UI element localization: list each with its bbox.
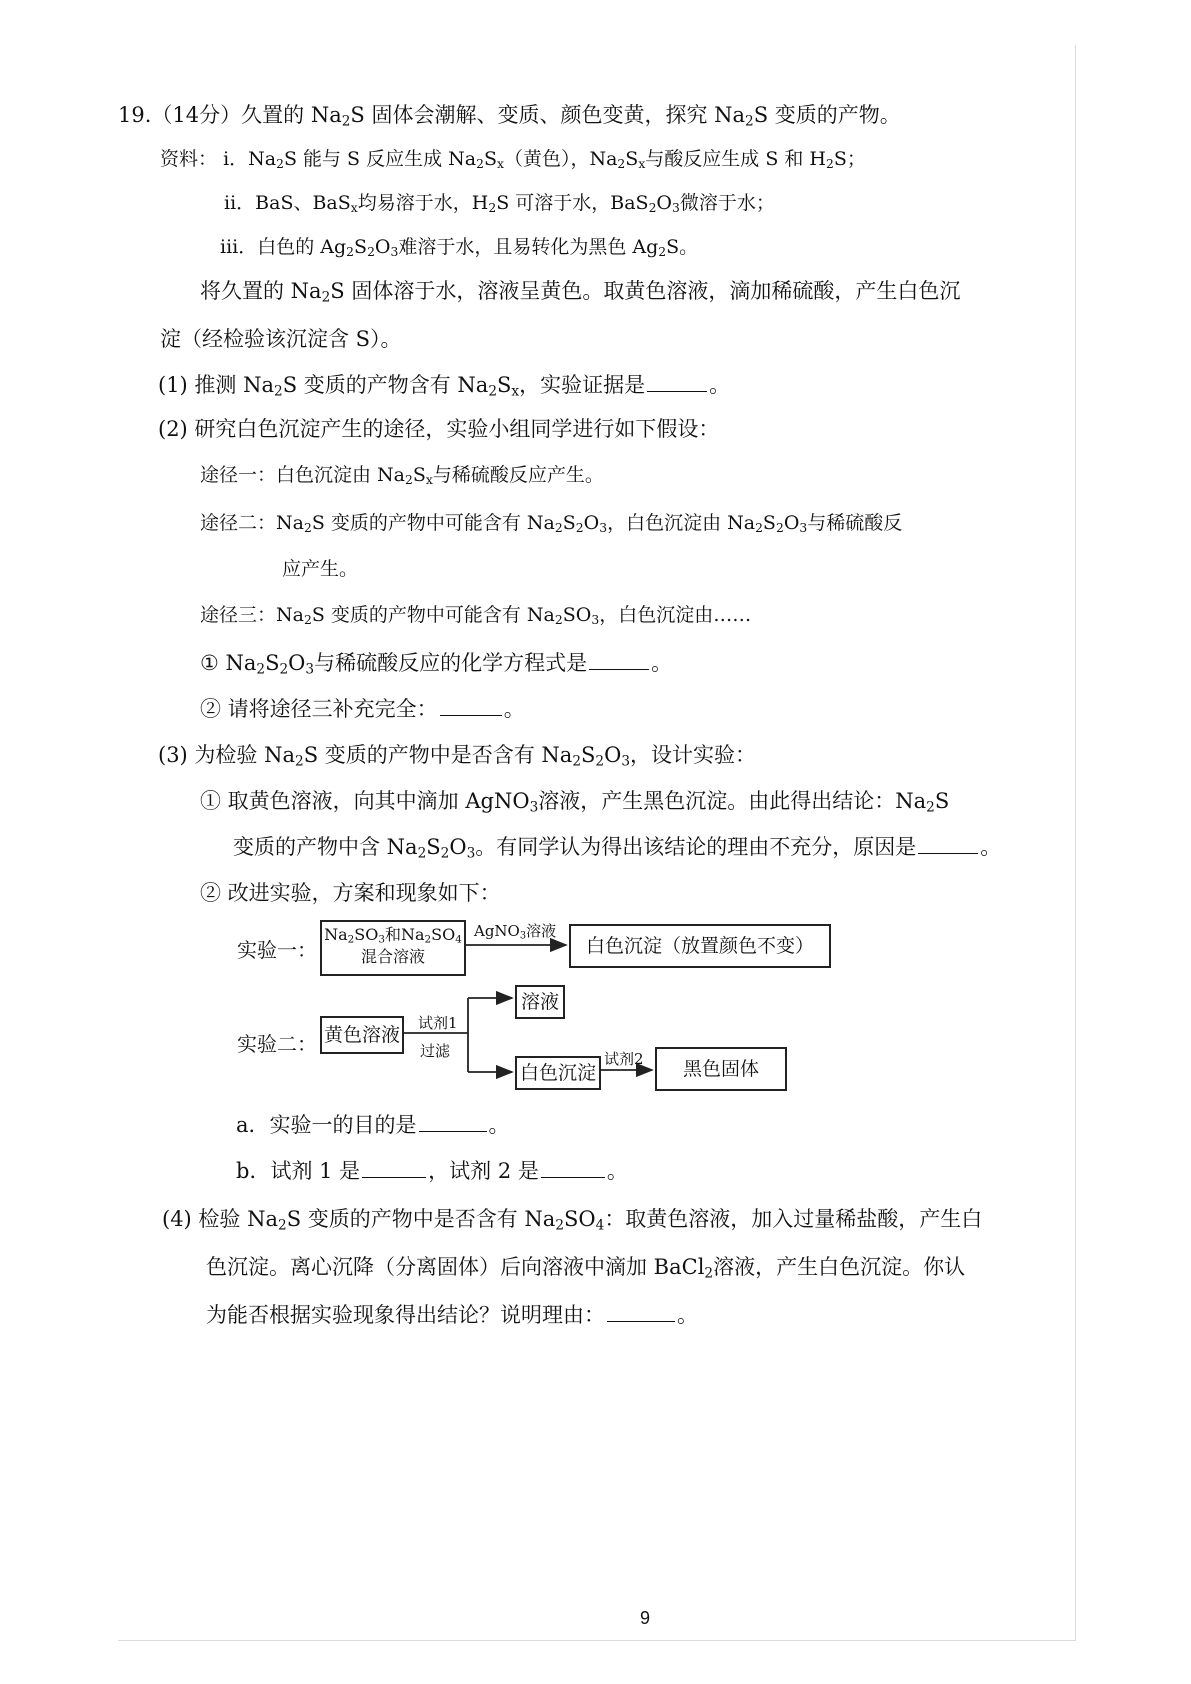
exp2-solution-box: 溶液 xyxy=(515,985,565,1019)
sub-question-4-line-2: 色沉淀。离心沉降（分离固体）后向溶液中滴加 BaCl$_2$溶液，产生白色沉淀。你认 xyxy=(206,1255,966,1282)
intro-line-1: 将久置的 $Na_2S$ 固体溶于水，溶液呈黄色。取黄色溶液，滴加稀硫酸，产生白色沉 xyxy=(200,279,961,306)
answer-blank-3-a[interactable] xyxy=(419,1111,487,1132)
answer-blank-3-b-2[interactable] xyxy=(541,1157,605,1178)
sub-question-3-a: a．实验一的目的是 。 xyxy=(236,1113,510,1137)
sub-question-3-1-line-1: ① 取黄色溶液，向其中滴加 AgNO$_3$溶液，产生黑色沉淀。由此得出结论：$Na_2S$ xyxy=(200,789,950,816)
material-i: 资料： ⅰ．$Na_2S$ 能与 S 反应生成 $Na_2S_x$（黄色），$Na_2S_x$与酸反应生成 S 和 $H_2S$； xyxy=(160,148,866,172)
exp1-result-box: 白色沉淀（放置颜色不变） xyxy=(569,924,831,968)
sub-question-3-2: ② 改进实验，方案和现象如下： xyxy=(200,881,501,905)
answer-blank-4[interactable] xyxy=(607,1301,675,1322)
path-2: 途径二：$Na_2S$ 变质的产物中可能含有 $Na_2S_2O_3$，白色沉淀由 $Na_2S_2O_3$与稀硫酸反 xyxy=(200,512,903,536)
exp2-white-precipitate-box: 白色沉淀 xyxy=(515,1056,601,1090)
exp1-reagent-label: AgNO$_3$溶液 xyxy=(474,922,557,942)
sub-question-4-line-1: (4) 检验 $Na_2S$ 变质的产物中是否含有 $Na_2SO_4$：取黄色溶液，加入过量稀盐酸，产生白 xyxy=(162,1207,983,1234)
sub-question-2-2: ② 请将途径三补充完全： 。 xyxy=(200,697,525,721)
intro-line-2: 淀（经检验该沉淀含 S）。 xyxy=(160,327,402,351)
material-iii: ⅲ．白色的 $Ag_2S_2O_3$难溶于水，且易转化为黑色 $Ag_2S$。 xyxy=(220,236,699,260)
exp2-black-solid-box: 黑色固体 xyxy=(655,1047,787,1091)
material-ii: ⅱ．BaS、BaS$_x$均易溶于水，$H_2S$ 可溶于水，$BaS_2O_3$微溶于水； xyxy=(224,192,775,216)
path-3: 途径三：$Na_2S$ 变质的产物中可能含有 $Na_2SO_3$，白色沉淀由…… xyxy=(200,604,752,628)
question-number: 19. xyxy=(118,103,152,127)
sub-question-1: (1) 推测 $Na_2S$ 变质的产物含有 $Na_2S_x$，实验证据是 。 xyxy=(158,373,731,400)
exp2-label: 实验二： xyxy=(237,1032,317,1056)
path-2-continued: 应产生。 xyxy=(282,558,359,580)
page-number: 9 xyxy=(640,1608,651,1628)
exp1-label: 实验一： xyxy=(237,938,317,962)
exp1-mixture-box: $Na_2SO_3$和$Na_2SO_4$ 混合溶液 xyxy=(320,920,466,976)
materials-label: 资料： xyxy=(160,148,218,170)
sub-question-2-1: ① $Na_2S_2O_3$与稀硫酸反应的化学方程式是 。 xyxy=(200,651,673,678)
sub-question-3-1-line-2: 变质的产物中含 $Na_2S_2O_3$。有同学认为得出该结论的理由不充分，原因是 。 xyxy=(233,835,1002,862)
sub-question-3-b: b．试剂 1 是 ，试剂 2 是 。 xyxy=(236,1159,628,1183)
sub-question-2-stem: (2) 研究白色沉淀产生的途径，实验小组同学进行如下假设： xyxy=(158,417,720,441)
question-score: （14分） xyxy=(151,103,242,127)
sub-question-4-line-3: 为能否根据实验现象得出结论？说明理由： 。 xyxy=(206,1303,698,1327)
exp2-reagent-1-label: 试剂1 xyxy=(418,1014,458,1032)
path-1: 途径一：白色沉淀由 $Na_2S_x$与稀硫酸反应产生。 xyxy=(200,464,604,488)
sub-question-3-stem: (3) 为检验 $Na_2S$ 变质的产物中是否含有 $Na_2S_2O_3$，设计实验： xyxy=(158,743,756,770)
answer-blank-3-b-1[interactable] xyxy=(362,1157,426,1178)
exp2-filter-label: 过滤 xyxy=(420,1042,451,1060)
exp2-reagent-2-label: 试剂2 xyxy=(604,1050,644,1068)
exp2-yellow-solution-box: 黄色溶液 xyxy=(320,1016,404,1054)
question-header: 19.（14分）久置的 $Na_2S$ 固体会潮解、变质、颜色变黄，探究 $Na_2S$ 变质的产物。 xyxy=(118,103,901,130)
